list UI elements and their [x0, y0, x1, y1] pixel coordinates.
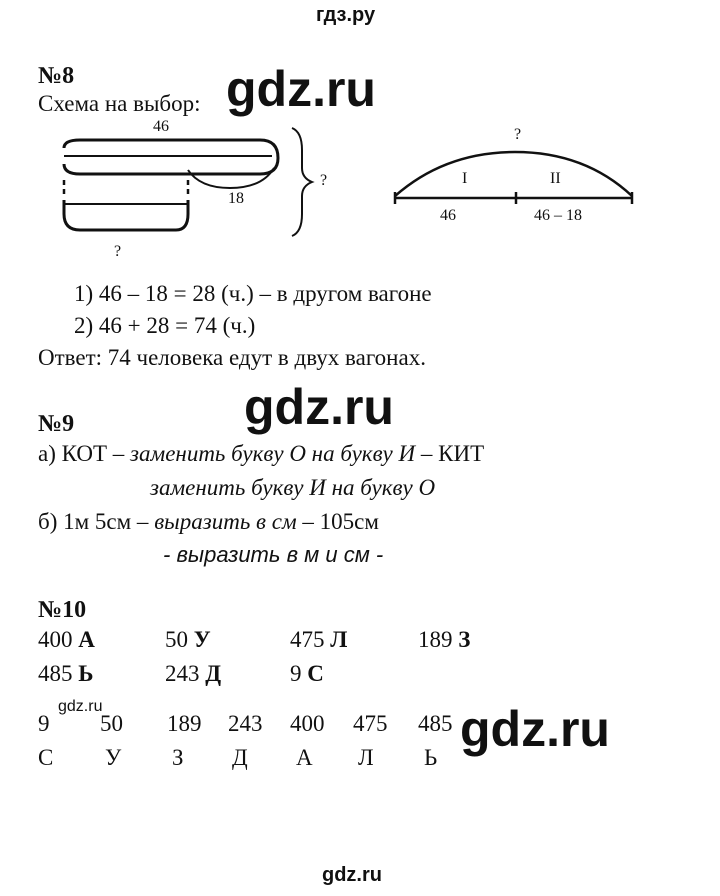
pair-letter: А	[78, 627, 95, 652]
scheme1-difference-arc	[188, 168, 274, 188]
watermark-top: гдз.ру	[316, 4, 376, 26]
watermark-big-2: gdz.ru	[244, 379, 394, 435]
pair-number: 243	[165, 661, 200, 686]
sorted-number: 243	[228, 711, 263, 736]
decoded-letter: А	[296, 745, 313, 770]
task10-pair-1	[38, 626, 95, 654]
watermark-tiny: gdz.ru	[58, 698, 103, 715]
pair-letter: Д	[205, 661, 222, 686]
scheme1-brace	[292, 128, 312, 236]
sorted-number: 189	[167, 711, 202, 736]
scheme1-diagram	[40, 110, 340, 270]
pair-letter: С	[307, 661, 324, 686]
pair-number: 485	[38, 661, 73, 686]
task9-a-line2: заменить букву И на букву О	[150, 475, 436, 500]
task9-b-line1	[38, 508, 379, 536]
pair-letter: З	[458, 627, 471, 652]
task10-pair-5	[38, 660, 93, 688]
scheme2-top-label: ?	[514, 126, 522, 143]
scheme2-seg1-label: 46	[440, 207, 456, 224]
pair-letter: Ь	[78, 661, 94, 686]
task9-number: №9	[38, 411, 75, 437]
pair-number: 9	[290, 661, 302, 686]
sorted-number: 485	[418, 711, 453, 736]
task10-pair-4	[418, 626, 470, 654]
sorted-number: 50	[100, 711, 123, 736]
watermark-bottom: gdz.ru	[322, 864, 382, 886]
pair-number: 475	[290, 627, 325, 652]
decoded-letter: Д	[232, 745, 248, 770]
task8-step2: 2) 46 + 28 = 74 (ч.)	[74, 313, 256, 338]
task8-intro: Схема на выбор:	[38, 91, 201, 116]
decoded-letter: З	[172, 745, 184, 770]
pair-number: 50	[165, 627, 188, 652]
pair-number: 189	[418, 627, 453, 652]
decoded-letter: Л	[358, 745, 374, 770]
pair-number: 400	[38, 627, 73, 652]
watermark-big-1: gdz.ru	[226, 61, 376, 117]
scheme2-diagram	[385, 140, 645, 220]
sorted-number: 9	[38, 711, 50, 736]
task9-a-prefix: а) КОТ –	[38, 441, 131, 466]
decoded-letter: У	[105, 745, 122, 770]
pair-letter: У	[193, 627, 211, 652]
scheme1-bottom-label: ?	[114, 243, 122, 260]
scheme1-side-label: 18	[228, 190, 244, 207]
task8-answer: Ответ: 74 человека едут в двух вагонах.	[38, 345, 426, 370]
scheme1-brace-label: ?	[320, 172, 328, 189]
task10-pair-6	[165, 660, 221, 688]
pair-letter: Л	[330, 627, 348, 652]
task9-a-line1	[38, 440, 484, 468]
task9-b-action: выразить в см	[154, 509, 297, 534]
watermark-big-3: gdz.ru	[460, 701, 610, 757]
sorted-number: 400	[290, 711, 325, 736]
task9-b-prefix: б) 1м 5см –	[38, 509, 155, 534]
scheme2-part1-label: I	[462, 170, 468, 187]
task9-a-suffix: – КИТ	[415, 441, 485, 466]
task10-pair-7	[290, 660, 324, 688]
task10-pair-2	[165, 626, 211, 654]
scheme2-total-arc	[395, 152, 632, 196]
scheme1-top-label: 46	[153, 118, 169, 135]
scheme2-part2-label: II	[550, 170, 561, 187]
task8-step1: 1) 46 – 18 = 28 (ч.) – в другом вагоне	[74, 281, 432, 306]
task8-number: №8	[38, 63, 75, 89]
scheme2-seg2-label: 46 – 18	[534, 207, 582, 224]
task9-b-suffix: – 105см	[296, 509, 379, 534]
task9-b-line2: - выразить в м и см -	[163, 542, 384, 567]
sorted-number: 475	[353, 711, 388, 736]
task10-number: №10	[38, 597, 87, 623]
task9-a-action: заменить букву О на букву И	[130, 441, 416, 466]
decoded-letter: С	[38, 745, 54, 770]
task10-pair-3	[290, 626, 347, 654]
decoded-letter: Ь	[424, 745, 438, 770]
